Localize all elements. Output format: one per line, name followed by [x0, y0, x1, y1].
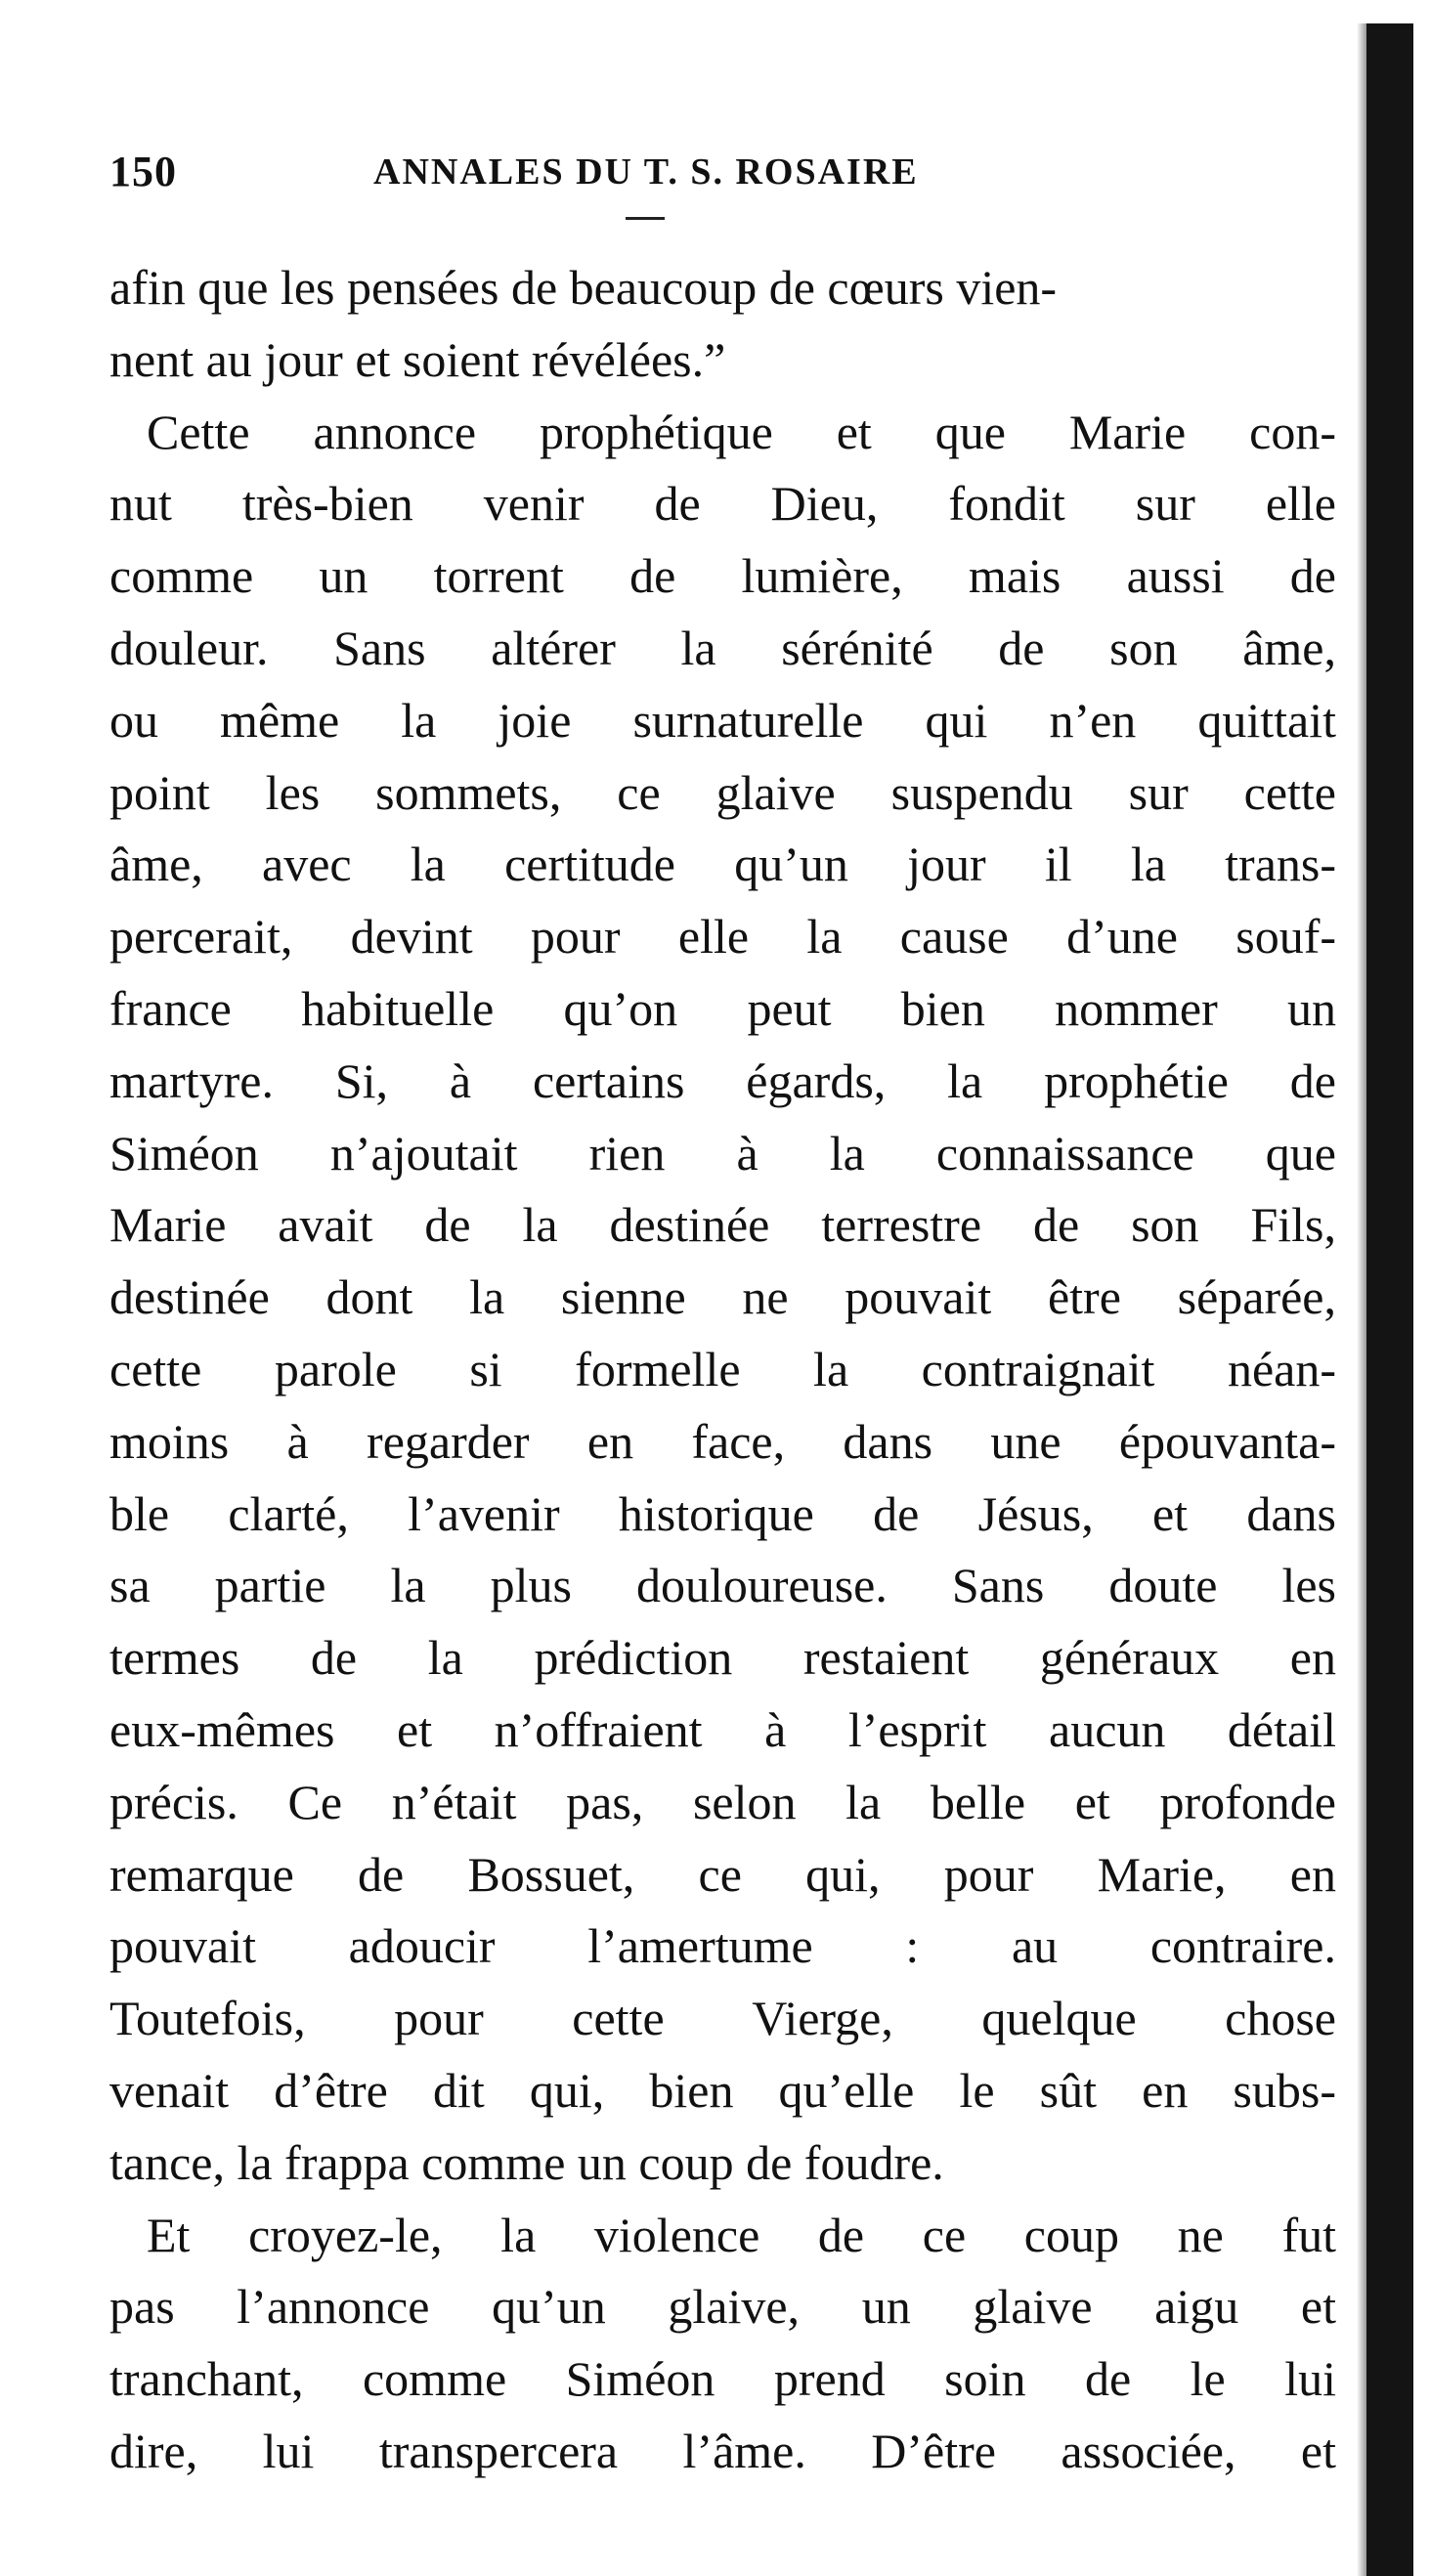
text-line: nent au jour et soient révélées.”	[109, 331, 726, 387]
running-head: ANNALES DU T. S. ROSAIRE	[373, 151, 919, 193]
text-line: france habituelle qu’on peut bien nommer un	[109, 980, 1336, 1036]
text-line: dire, lui transpercera l’âme. D’être associée, et	[109, 2423, 1336, 2478]
text-line: Toutefois, pour cette Vierge, quelque chose	[109, 1991, 1336, 2046]
text-line: venait d’être dit qui, bien qu’elle le sût en subs-	[109, 2062, 1336, 2118]
text-line: pas l’annonce qu’un glaive, un glaive aigu et	[109, 2279, 1336, 2335]
text-line: tranchant, comme Siméon prend soin de le lui	[109, 2351, 1336, 2407]
text-line: tance, la frappa comme un coup de foudre.	[109, 2134, 944, 2190]
text-line: Marie avait de la destinée terrestre de son Fils,	[109, 1197, 1336, 1253]
text-line: point les sommets, ce glaive suspendu sur cette	[109, 764, 1336, 820]
text-line: Cette annonce prophétique et que Marie con-	[147, 404, 1336, 459]
page-header	[109, 147, 1067, 197]
text-line: moins à regarder en face, dans une épouvanta-	[109, 1413, 1336, 1469]
binding-edge	[1366, 23, 1413, 2576]
text-line: âme, avec la certitude qu’un jour il la trans-	[109, 837, 1336, 892]
text-line: douleur. Sans altérer la sérénité de son âme,	[109, 620, 1336, 675]
text-line: eux-mêmes et n’offraient à l’esprit aucun détail	[109, 1701, 1336, 1757]
text-line: termes de la prédiction restaient généraux en	[109, 1630, 1336, 1686]
text-line: remarque de Bossuet, ce qui, pour Marie, en	[109, 1846, 1336, 1902]
text-line: précis. Ce n’était pas, selon la belle et profonde	[109, 1774, 1336, 1829]
text-line: ou même la joie surnaturelle qui n’en quittait	[109, 692, 1336, 748]
text-line: percerait, devint pour elle la cause d’une souf-	[109, 909, 1336, 965]
header-mark	[626, 217, 665, 220]
text-line: Siméon n’ajoutait rien à la connaissance que	[109, 1125, 1336, 1181]
text-line: Et croyez-le, la violence de ce coup ne fut	[147, 2207, 1336, 2262]
text-line: comme un torrent de lumière, mais aussi de	[109, 548, 1336, 604]
text-line: destinée dont la sienne ne pouvait être séparée,	[109, 1269, 1336, 1325]
text-line: afin que les pensées de beaucoup de cœurs vien-	[109, 260, 1058, 315]
text-line: cette parole si formelle la contraignait néan-	[109, 1341, 1336, 1396]
text-line: martyre. Si, à certains égards, la prophétie de	[109, 1052, 1336, 1108]
page-number: 150	[109, 148, 177, 195]
text-line: nut très-bien venir de Dieu, fondit sur elle	[109, 476, 1336, 532]
text-line: ble clarté, l’avenir historique de Jésus, et dans	[109, 1485, 1336, 1541]
body-text	[109, 252, 1336, 2488]
binding-shadow	[1357, 23, 1366, 2576]
text-line: pouvait adoucir l’amertume : au contraire.	[109, 1918, 1336, 1974]
text-line: sa partie la plus douloureuse. Sans doute les	[109, 1558, 1336, 1613]
